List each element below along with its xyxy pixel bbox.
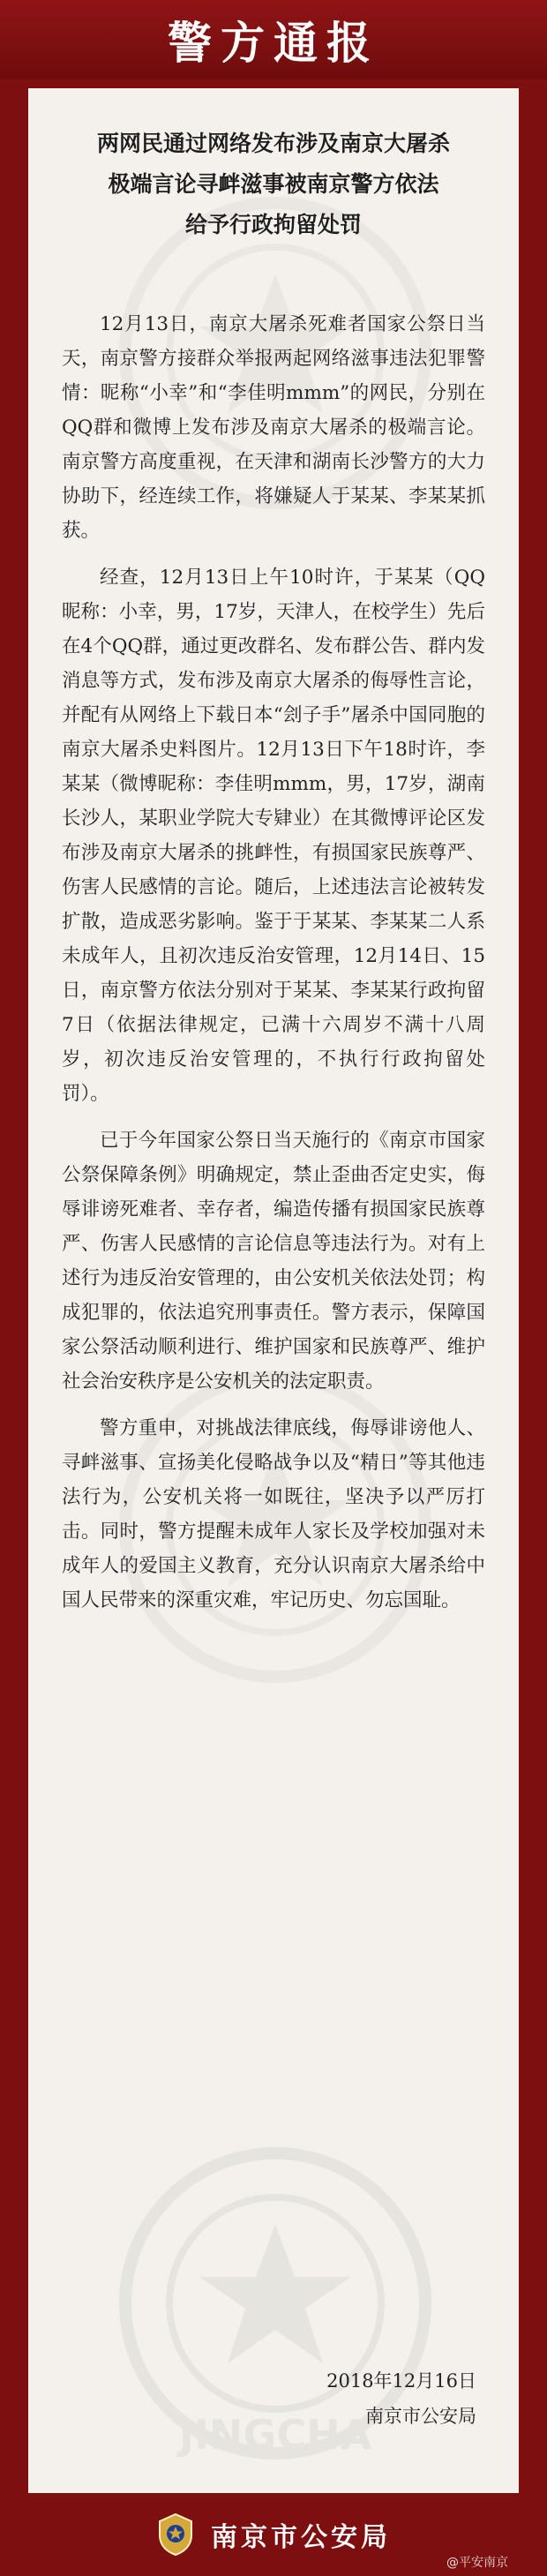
header-band	[0, 0, 547, 79]
body-paragraph: 经查，12月13日上午10时许，于某某（QQ昵称：小幸，男，17岁，天津人，在校学生）先后在4个QQ群，通过更改群名、发布群公告、群内发消息等方式，发布涉及南京大屠杀的侮辱性言论，并配有从网络上下载日本“刽子手”屠杀中国同胞的南京大屠杀史料图片。12月13日下午18时许，李某某（微博昵称：李佳明mmm，男，17岁，湖南长沙人，某职业学院大专肄业）在其微博评论区发布涉及南京大屠杀的挑衅性，有损国家民族尊严、伤害人民感情的言论。随后，上述违法言论被转发扩散，造成恶劣影响。鉴于于某某、李某某二人系未成年人，且初次违反治安管理，12月14日、15日，南京警方依法分别对于某某、李某某行政拘留7日（依据法律规定，已满十六周岁不满十八周岁，初次违反治安管理的，不执行行政拘留处罚）。	[62, 567, 485, 1105]
headline-line: 极端言论寻衅滋事被南京警方依法	[108, 171, 439, 197]
notice-paper	[28, 88, 519, 2493]
body-paragraph: 警方重申，对挑战法律底线，侮辱诽谤他人、寻衅滋事、宣扬美化侵略战争以及“精日”等其他违法行为，公安机关将一如既往，坚决予以严厉打击。同时，警方提醒未成年人家长及学校加强对未成年人的爱国主义教育，充分认识南京大屠杀给中国人民带来的深重灾难，牢记历史、勿忘国耻。	[62, 1417, 485, 1611]
header-title: 警方通报	[168, 18, 379, 69]
notice-issuer: 南京市公安局	[365, 2406, 476, 2427]
notice-date: 2018年12月16日	[326, 2370, 476, 2392]
body-paragraph: 12月13日，南京大屠杀死难者国家公祭日当天，南京警方接群众举报两起网络滋事违法犯罪警情：昵称“小幸”和“李佳明mmm”的网民，分别在QQ群和微博上发布涉及南京大屠杀的极端言论。南京警方高度重视，在天津和湖南长沙警方的大力协助下，经连续工作，将嫌疑人于某某、李某某抓获。	[62, 313, 485, 542]
body-paragraph: 已于今年国家公祭日当天施行的《南京市国家公祭保障条例》明确规定，禁止歪曲否定史实，侮辱诽谤死难者、幸存者，编造传播有损国家民族尊严、伤害人民感情的言论信息等违法行为。对有上述行为违反治安管理的，由公安机关依法处罚；构成犯罪的，依法追究刑事责任。警方表示，保障国家公祭活动顺利进行、维护国家和民族尊严、维护社会治安秩序是公安机关的法定职责。	[62, 1130, 485, 1393]
headline-line: 两网民通过网络发布涉及南京大屠杀	[96, 131, 450, 156]
signature-block	[326, 2363, 476, 2434]
headline-line: 给予行政拘留处罚	[184, 212, 362, 237]
footer-org-name: 南京市公安局	[211, 2522, 391, 2553]
weibo-credit: @平安南京	[446, 2556, 508, 2570]
police-badge-icon	[156, 2512, 195, 2557]
notice-headline	[62, 124, 485, 245]
watermark-text: JINGCHA	[178, 2411, 372, 2459]
notice-body	[62, 307, 485, 1630]
